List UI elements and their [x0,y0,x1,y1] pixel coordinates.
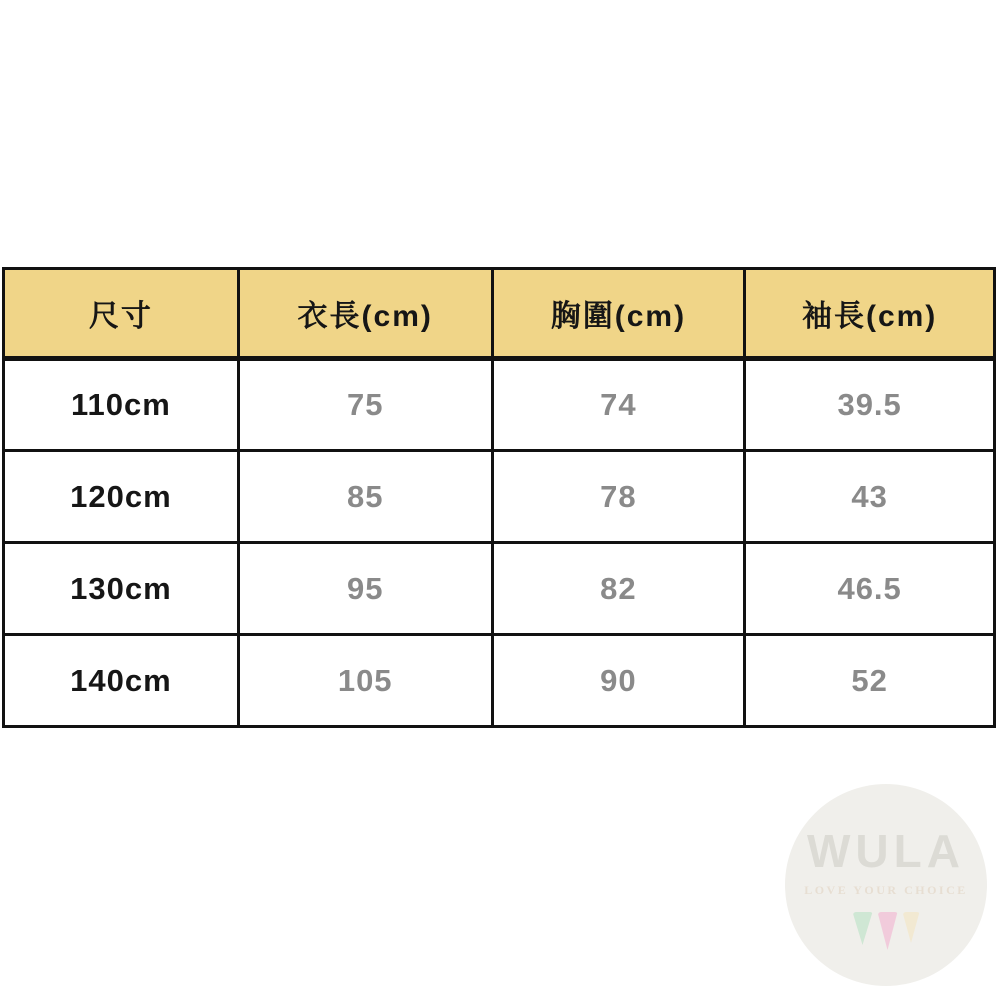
length-cell: 95 [238,543,492,635]
drop-icon [853,912,873,945]
header-cell-length: 衣長(cm) [238,269,492,359]
brand-watermark [785,784,987,986]
brand-logo-text: WULA [807,825,965,877]
header-cell-sleeve: 袖長(cm) [745,269,995,359]
table-row [4,635,995,727]
header-cell-chest: 胸圍(cm) [492,269,745,359]
size-cell: 130cm [4,543,239,635]
drop-icon [878,912,898,950]
brand-tagline-text: LOVE YOUR CHOICE [804,883,968,897]
sleeve-cell: 39.5 [745,359,995,451]
length-cell: 75 [238,359,492,451]
chest-cell: 82 [492,543,745,635]
chest-cell: 74 [492,359,745,451]
drop-icon [903,912,920,943]
header-cell-size: 尺寸 [4,269,239,359]
size-cell: 140cm [4,635,239,727]
sleeve-cell: 46.5 [745,543,995,635]
table-row [4,359,995,451]
table-row [4,543,995,635]
sleeve-cell: 52 [745,635,995,727]
table-row [4,451,995,543]
size-chart-table [2,267,996,728]
size-cell: 120cm [4,451,239,543]
table-header-row [4,269,995,359]
chest-cell: 90 [492,635,745,727]
size-cell: 110cm [4,359,239,451]
chest-cell: 78 [492,451,745,543]
brand-logo-drops [853,912,920,950]
sleeve-cell: 43 [745,451,995,543]
length-cell: 105 [238,635,492,727]
length-cell: 85 [238,451,492,543]
